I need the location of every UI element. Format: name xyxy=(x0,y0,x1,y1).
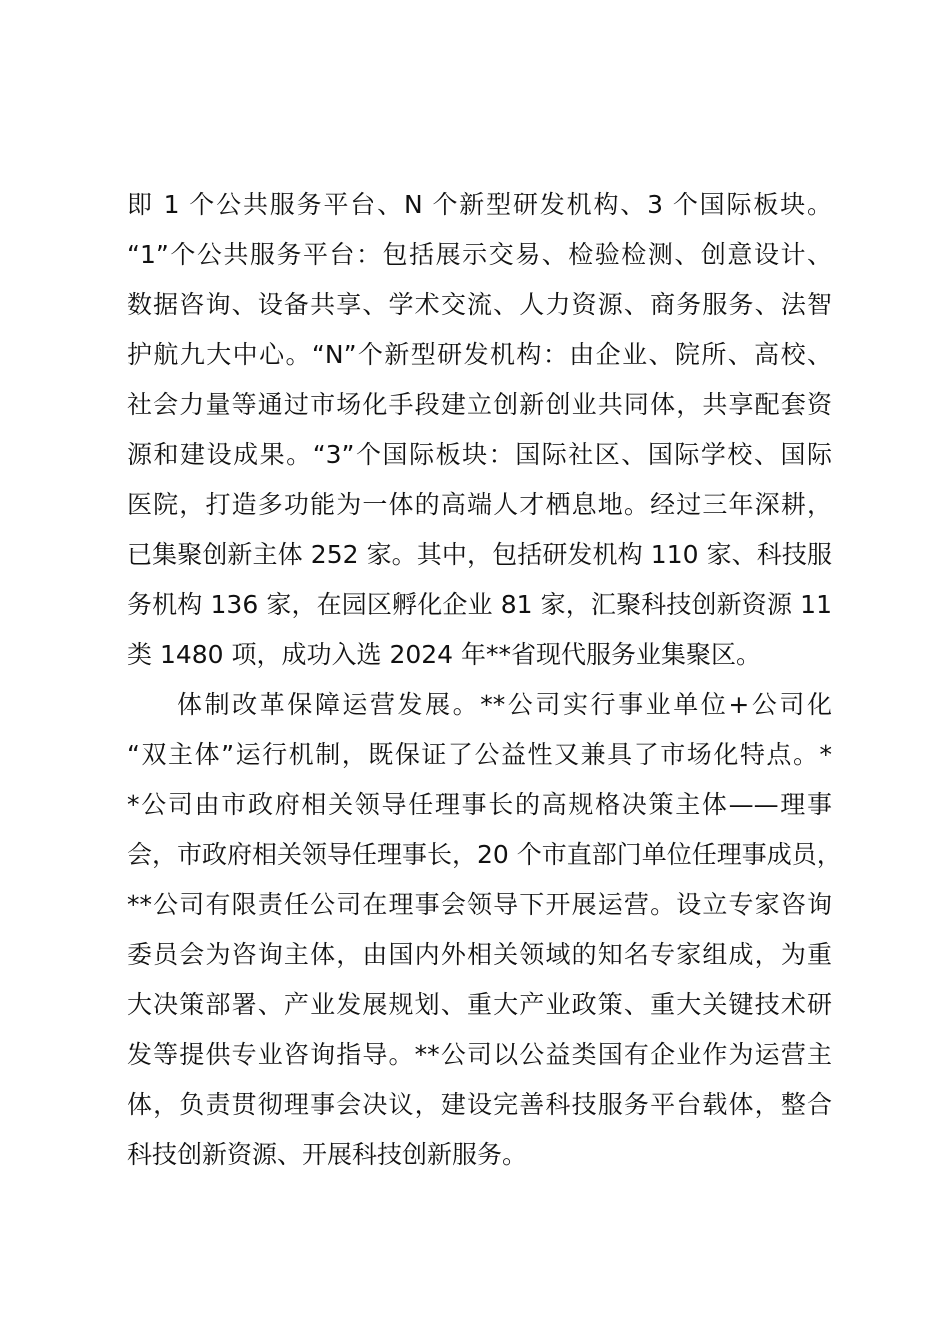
text-line: 大决策部署、产业发展规划、重大产业政策、重大关键技术研 xyxy=(127,990,832,1019)
text-line: 类 1480 项，成功入选 2024 年**省现代服务业集聚区。 xyxy=(127,640,762,669)
text-line: 即 1 个公共服务平台、N 个新型研发机构、3 个国际板块。 xyxy=(127,190,832,219)
text-line: *公司由市政府相关领导任理事长的高规格决策主体——理事 xyxy=(127,790,832,819)
text-line: 会，市政府相关领导任理事长，20 个市直部门单位任理事成员， xyxy=(127,840,842,869)
text-line: “双主体”运行机制，既保证了公益性又兼具了市场化特点。* xyxy=(127,740,832,769)
text-line: **公司有限责任公司在理事会领导下开展运营。设立专家咨询 xyxy=(127,890,832,919)
text-line: 已集聚创新主体 252 家。其中，包括研发机构 110 家、科技服 xyxy=(127,540,832,569)
text-line: 发等提供专业咨询指导。**公司以公益类国有企业作为运营主 xyxy=(127,1040,832,1069)
text-line: “1”个公共服务平台：包括展示交易、检验检测、创意设计、 xyxy=(127,240,832,269)
paragraph-heading-line: 体制改革保障运营发展。**公司实行事业单位+公司化 xyxy=(177,690,832,719)
text-line: 委员会为咨询主体，由国内外相关领域的知名专家组成，为重 xyxy=(127,940,832,969)
text-line: 社会力量等通过市场化手段建立创新创业共同体，共享配套资 xyxy=(127,390,832,419)
text-line: 务机构 136 家，在园区孵化企业 81 家，汇聚科技创新资源 11 xyxy=(127,590,832,619)
text-line: 源和建设成果。“3”个国际板块：国际社区、国际学校、国际 xyxy=(127,440,832,469)
text-line: 体，负责贯彻理事会决议，建设完善科技服务平台载体，整合 xyxy=(127,1090,832,1119)
text-line: 科技创新资源、开展科技创新服务。 xyxy=(127,1140,528,1169)
text-line: 数据咨询、设备共享、学术交流、人力资源、商务服务、法智 xyxy=(127,290,832,319)
text-line: 医院，打造多功能为一体的高端人才栖息地。经过三年深耕， xyxy=(127,490,832,519)
text-line: 护航九大中心。“N”个新型研发机构：由企业、院所、高校、 xyxy=(127,340,832,369)
